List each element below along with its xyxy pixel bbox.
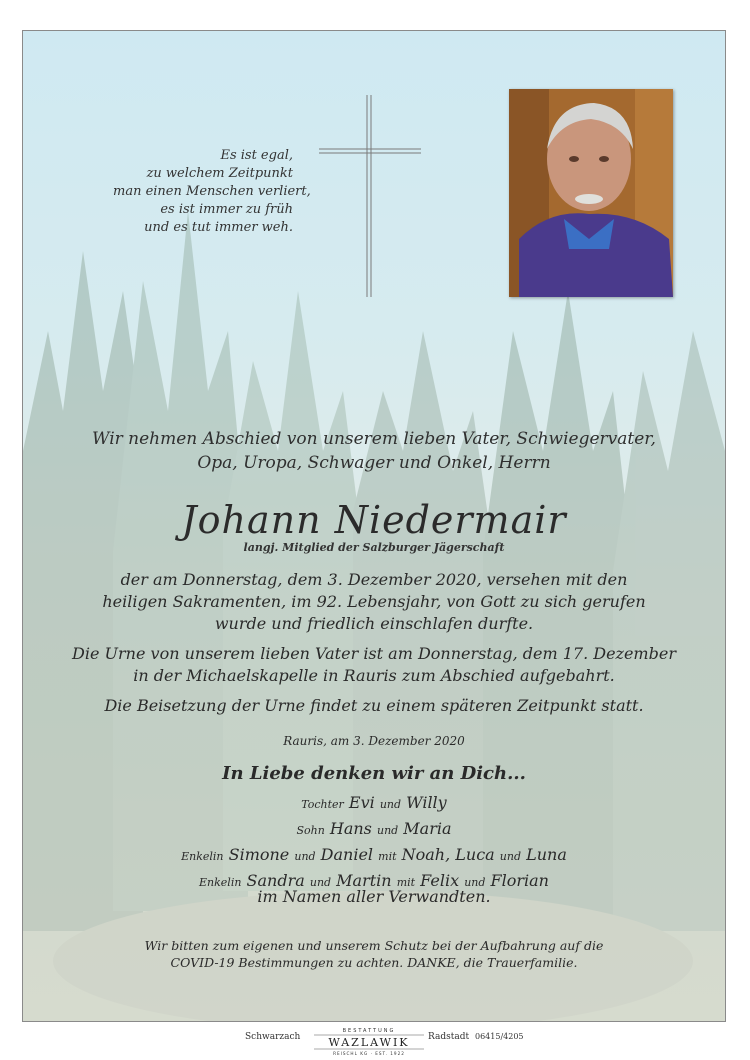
footer-phone: 06415/4205 xyxy=(475,1032,524,1041)
relatives-line: im Namen aller Verwandten. xyxy=(257,887,491,906)
family-line xyxy=(23,843,725,869)
family-relation: Enkelin xyxy=(199,876,242,889)
family-list xyxy=(23,791,725,895)
family-connector: und xyxy=(376,824,399,837)
cross-icon xyxy=(319,95,421,297)
quote-line: und es tut immer weh. xyxy=(144,220,293,235)
family-connector: und xyxy=(379,798,402,811)
intro-text xyxy=(23,427,725,475)
closing-line: In Liebe denken wir an Dich... xyxy=(222,763,526,784)
family-connector: mit xyxy=(396,876,416,889)
family-name: Florian xyxy=(490,871,549,890)
family-connector: mit xyxy=(378,850,397,863)
obituary-card xyxy=(22,30,726,1022)
family-name: Daniel xyxy=(320,845,374,864)
death-notice-paragraph xyxy=(23,569,725,635)
covid-notice xyxy=(23,937,725,971)
covid-line: Wir bitten zum eigenen und unserem Schutz bei der Aufbahrung auf die xyxy=(144,938,604,953)
family-relation: Sohn xyxy=(296,824,325,837)
family-relation: Enkelin xyxy=(181,850,224,863)
portrait-photo xyxy=(509,89,673,297)
family-name: Willy xyxy=(406,793,447,812)
family-name: Maria xyxy=(403,819,452,838)
logo-main-text: WAZLAWIK xyxy=(328,1036,410,1049)
quote-line: Es ist egal, xyxy=(220,148,293,163)
family-name: Felix xyxy=(420,871,460,890)
deceased-name: Johann Niedermair xyxy=(181,498,567,542)
family-name: Martin xyxy=(336,871,392,890)
family-name: Luca xyxy=(455,845,495,864)
deceased-subtitle: langj. Mitglied der Salzburger Jägerschaft xyxy=(243,541,505,554)
quote-line: es ist immer zu früh xyxy=(160,202,293,217)
body-line: der am Donnerstag, dem 3. Dezember 2020, versehen mit den xyxy=(120,570,628,589)
logo-bottom-text: REISCHL KG · EST. 1922 xyxy=(333,1051,405,1056)
family-name: Noah, xyxy=(401,845,451,864)
urn-paragraph xyxy=(23,643,725,687)
family-name: Evi xyxy=(348,793,375,812)
family-line xyxy=(23,791,725,817)
intro-line: Wir nehmen Abschied von unserem lieben Vater, Schwiegervater, xyxy=(92,429,656,449)
quote-line: zu welchem Zeitpunkt xyxy=(146,166,293,181)
quote-line: man einen Menschen verliert, xyxy=(113,184,311,199)
body-line: heiligen Sakramenten, im 92. Lebensjahr, von Gott zu sich gerufen xyxy=(102,592,646,611)
family-connector: und xyxy=(464,876,486,889)
family-connector: und xyxy=(309,876,332,889)
footer-location-right: Radstadt xyxy=(428,1032,470,1042)
quote-block xyxy=(113,147,311,237)
footer-location-left: Schwarzach xyxy=(245,1032,301,1042)
footer xyxy=(0,1022,750,1060)
family-name: Hans xyxy=(329,819,372,838)
family-line xyxy=(23,817,725,843)
place-date: Rauris, am 3. Dezember 2020 xyxy=(283,734,465,748)
funeral-home-logo xyxy=(310,1024,428,1056)
body-line: wurde und friedlich einschlafen durfte. xyxy=(214,614,534,633)
body-line: in der Michaelskapelle in Rauris zum Abschied aufgebahrt. xyxy=(133,666,615,685)
logo-top-text: BESTATTUNG xyxy=(342,1028,396,1034)
family-name: Sandra xyxy=(246,871,305,890)
body-line: Die Urne von unserem lieben Vater ist am Donnerstag, dem 17. Dezember xyxy=(72,644,676,663)
intro-line: Opa, Uropa, Schwager und Onkel, Herrn xyxy=(197,453,551,473)
family-relation: Tochter xyxy=(301,798,344,811)
family-connector: und xyxy=(294,850,316,863)
covid-line: COVID-19 Bestimmungen zu achten. DANKE, die Trauerfamilie. xyxy=(170,955,578,970)
family-name: Luna xyxy=(526,845,567,864)
family-name: Simone xyxy=(228,845,290,864)
family-connector: und xyxy=(499,850,522,863)
burial-paragraph: Die Beisetzung der Urne findet zu einem späteren Zeitpunkt statt. xyxy=(104,696,644,715)
